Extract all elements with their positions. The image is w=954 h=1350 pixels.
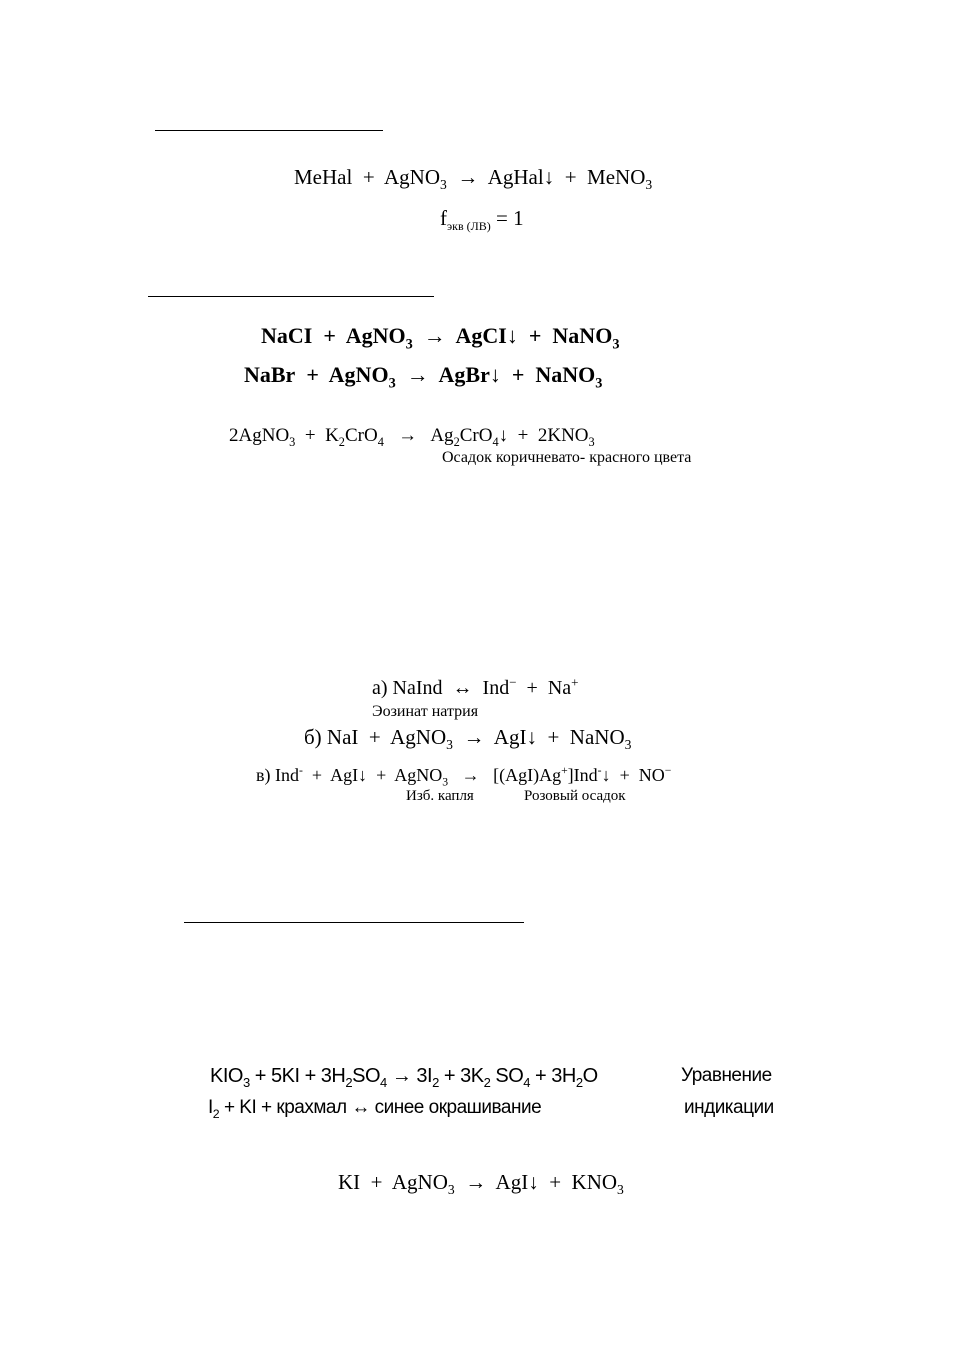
excess-drop-note: Изб. капля [406, 788, 474, 804]
equation-side-label-2: индикации [684, 1097, 774, 1118]
equation-side-label-1: Уравнение [681, 1065, 772, 1086]
equation-nai: б) NaI + AgNO$_3$ → AgI↓ + NaNO$_3$ [304, 725, 632, 753]
eosinate-note: Эозинат натрия [372, 703, 479, 720]
equation-starch: $I_2$ + KI + крахмал ↔ синее окрашивание [208, 1097, 542, 1121]
heading-underline-1 [155, 130, 383, 131]
equation-nacl: NaCI + AgNO$_3$ → AgCI↓ + NaNO$_3$ [261, 323, 620, 353]
equation-chromate: 2AgNO$_3$ + $K_2CrO_4$ → $Ag_2CrO_4↓ + 2KNO_3$ [229, 425, 595, 449]
equivalence-factor: $f_{экв (ЛВ)} = 1$ [440, 206, 524, 234]
equation-iodate: $KIO_3 + 5KI + 3H_2SO_4 \to 3I_2 + 3K_2$ $SO_4 + 3H_2O$ [210, 1065, 598, 1090]
equation-mehal: MeHal + AgNO$_3$ → AgHal↓ + MeNO$_3$ [294, 165, 653, 193]
heading-underline-3 [184, 922, 524, 923]
equation-nabr: NaBr + AgNO$_3$ → AgBr↓ + NaNO$_3$ [244, 362, 603, 392]
equation-indicator: в) Ind- + AgI↓ + AgNO$_3$ → [(AgI)Ag+]Ind-↓ + NO− [256, 764, 672, 789]
heading-underline-2 [148, 296, 434, 297]
equation-ki: KI + AgNO$_3$ → AgI↓ + $KNO_3$ [338, 1170, 624, 1198]
precipitate-note: Осадок коричневато- красного цвета [442, 449, 692, 466]
equation-naind: а) NaInd ↔ Ind− + Na+ [372, 674, 579, 699]
pink-precipitate-note: Розовый осадок [524, 788, 626, 804]
